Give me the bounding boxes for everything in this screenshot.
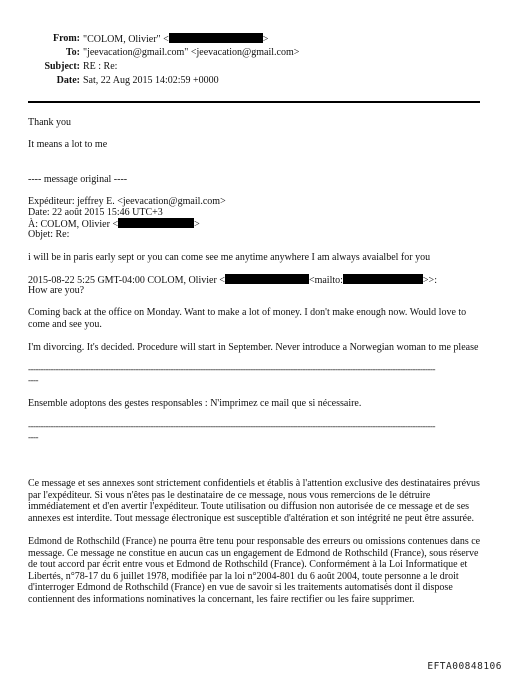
from-value: "COLOM, Olivier" <	[83, 34, 169, 45]
disclaimer-liability: Edmond de Rothschild (France) ne pourra être tenu pour responsable des erreurs ou omissions contenues dans ce message. Ce message ne constitue en aucun cas un engagement de Edmond de Rothschild (France), sous réserve de tout accord par écrit entre vous et Edmond de Rothschild (France). Conformément à la Loi Informatique et Libertés, n°78-17 du 6 juillet 1978, modifiée par la loi n°2004-801 du 6 août 2004, toute personne a le droit d'interroger Edmond de Rothschild (France) en vue de savoir si les traitements automatisés dont il dispose contiennent des informations nominatives la concernant, les faire rectifier ou les faire supprimer.	[28, 536, 481, 605]
redaction-box	[118, 218, 194, 228]
subject-label: Subject:	[44, 61, 80, 72]
paris-line: i will be in paris early sept or you can come see me anytime anywhere I am always avaialbel for you	[28, 252, 431, 263]
redaction-box	[225, 274, 309, 284]
document-id: EFTA00848106	[427, 661, 502, 672]
subject-value: RE : Re:	[83, 61, 118, 72]
to-value: "jeevacation@gmail.com" <jeevacation@gmail.com>	[83, 47, 300, 58]
body-line-thank-you: Thank you	[28, 117, 72, 128]
coming-back-paragraph: Coming back at the office on Monday. Want to make a lot of money. I don't make enough now. Would love to come and see you.	[28, 307, 467, 330]
dashed-separator: -------------------------------------------------------------------------------------------------------------------------------------------------------------------	[28, 364, 436, 374]
dashed-separator: -------------------------------------------------------------------------------------------------------------------------------------------------------------------	[28, 421, 436, 431]
date-value: Sat, 22 Aug 2015 14:02:59 +0000	[83, 75, 219, 86]
header-divider	[28, 101, 480, 103]
recipient-line: À: COLOM, Olivier < >	[28, 219, 200, 230]
how-are-you-line: How are you?	[28, 285, 85, 296]
redaction-box	[343, 274, 423, 284]
dashed-separator-tail: ----	[28, 375, 38, 385]
disclaimer-confidentiality: Ce message et ses annexes sont strictement confidentiels et établis à l'attention exclusive des destinataires prévus par l'expéditeur. Si vous n'êtes pas le destinataire de ce message, nous vous remercions de le détruire immédiatement et d'en avertir l'expéditeur. Toute utilisation ou diffusion non autorisée de ce message et de ses annexes est interdite. Tout message électronique est susceptible d'altération et son intégrité ne peut être assurée.	[28, 478, 480, 524]
quote-header-line: 2015-08-22 5:25 GMT-04:00 COLOM, Olivier < <mailto: >>:	[28, 275, 437, 286]
original-message-marker: ---- message original ----	[28, 174, 128, 185]
from-close: >	[262, 34, 269, 45]
object-line: Objet: Re:	[28, 229, 70, 240]
date-label: Date:	[56, 75, 80, 86]
body-line-means: It means a lot to me	[28, 139, 108, 150]
sent-date-line: Date: 22 août 2015 15:46 UTC+3	[28, 207, 163, 218]
to-label: To:	[65, 47, 80, 58]
from-label: From:	[52, 33, 80, 44]
sender-line: Expéditeur: jeffrey E. <jeevacation@gmail.com>	[28, 196, 226, 207]
divorce-line: I'm divorcing. It's decided. Procedure will start in September. Never introduce a Norwegian woman to me please	[28, 342, 479, 353]
redaction-box	[169, 33, 263, 43]
eco-notice: Ensemble adoptons des gestes responsables : N'imprimez ce mail que si nécessaire.	[28, 398, 362, 409]
dashed-separator-tail: ----	[28, 432, 38, 442]
